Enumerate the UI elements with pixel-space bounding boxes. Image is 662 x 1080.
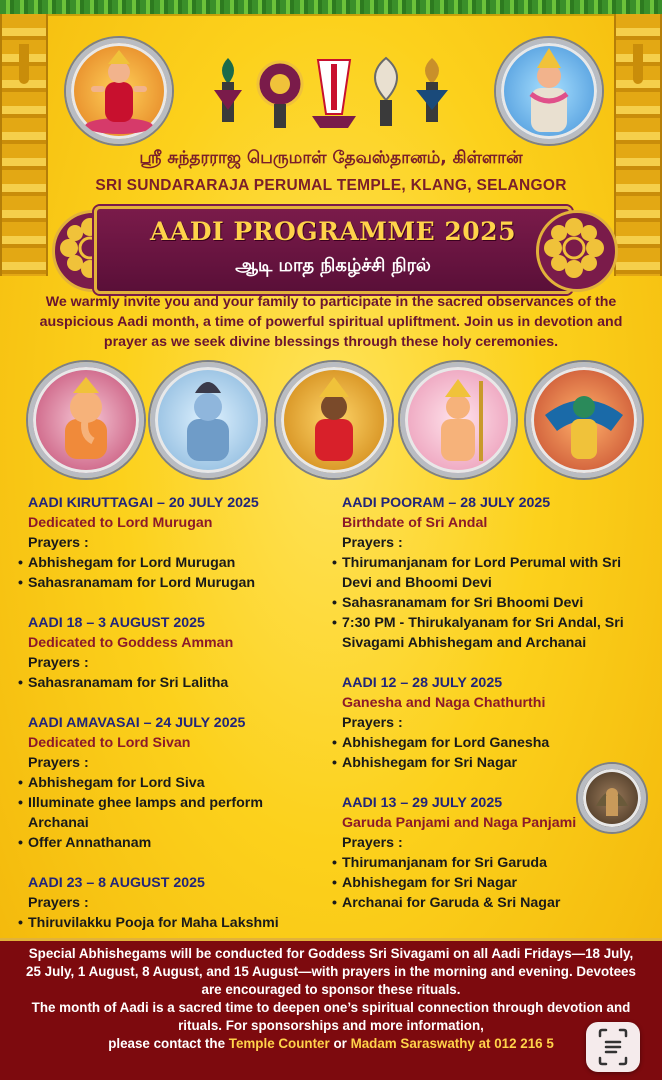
event-title: AADI 18 – 3 AUGUST 2025 bbox=[28, 615, 205, 631]
event-title: AADI 12 – 28 JULY 2025 bbox=[342, 675, 503, 691]
event-subtitle: Birthdate of Sri Andal bbox=[342, 515, 488, 531]
top-garland bbox=[0, 0, 662, 16]
event-subtitle: Ganesha and Naga Chathurthi bbox=[342, 695, 546, 711]
prayer-item: • Abhishegam for Lord Ganesha bbox=[332, 735, 550, 751]
nagar-deity-icon bbox=[578, 764, 646, 832]
event-subtitle: Dedicated to Lord Sivan bbox=[28, 735, 191, 751]
event-aadi-23 bbox=[18, 873, 320, 933]
temple-counter: Temple Counter bbox=[228, 1036, 330, 1051]
prayers-label: Prayers : bbox=[28, 755, 89, 771]
prayer-item: • Thirumanjanam for Lord Perumal with Sri Devi and Bhoomi Devi bbox=[332, 555, 622, 591]
prayers-label: Prayers : bbox=[28, 535, 89, 551]
footer-line-2: The month of Aadi is a sacred time to deepen one’s spiritual connection through devotion and rituals. For sponsorships and more information, bbox=[31, 1000, 631, 1033]
prayer-item: • Abhishegam for Lord Murugan bbox=[18, 555, 236, 571]
vaishnava-emblems-icon bbox=[204, 54, 458, 130]
prayer-item: • Thirumanjanam for Sri Garuda bbox=[332, 855, 547, 871]
right-pillar bbox=[614, 14, 662, 276]
event-aadi-amavasai bbox=[18, 713, 320, 853]
scan-text-button[interactable] bbox=[586, 1022, 640, 1072]
event-title: AADI 23 – 8 AUGUST 2025 bbox=[28, 875, 205, 891]
murugan-deity-icon bbox=[400, 362, 516, 478]
amman-deity-icon bbox=[276, 362, 392, 478]
lakshmi-deity-icon bbox=[66, 38, 172, 144]
event-aadi-kiruttagai bbox=[18, 493, 320, 593]
banner-title: AADI PROGRAMME 2025 bbox=[150, 217, 516, 246]
right-events-column bbox=[332, 493, 644, 933]
event-subtitle: Garuda Panjami and Naga Panjami bbox=[342, 815, 577, 831]
prayers-label: Prayers : bbox=[28, 655, 89, 671]
prayer-item: • Abhishegam for Sri Nagar bbox=[332, 875, 518, 891]
prayers-label: Prayers : bbox=[342, 715, 403, 731]
temple-name-tamil: ஸ்ரீ சுந்தரராஜ பெருமாள் தேவஸ்தானம், கிள்ளான் bbox=[139, 148, 523, 168]
event-title: AADI AMAVASAI – 24 JULY 2025 bbox=[28, 715, 246, 731]
temple-name-english: SRI SUNDARARAJA PERUMAL TEMPLE, KLANG, SELANGOR bbox=[95, 177, 567, 194]
prayer-item: • Abhishegam for Lord Siva bbox=[18, 775, 205, 791]
footer-line-1: Special Abhishegams will be conducted for Goddess Sri Sivagami on all Aadi Fridays—18 July, 25 July, 1 August, 8 August, and 15 August—with prayers in the morning and evening. Devotees are encouraged to sponsor these rituals. bbox=[26, 946, 636, 997]
banner-subtitle: ஆடி மாத நிகழ்ச்சி நிரல் bbox=[235, 255, 431, 276]
garuda-deity-icon bbox=[526, 362, 642, 478]
intro-paragraph: We warmly invite you and your family to participate in the sacred observances of the auspicious Aadi month, a time of powerful spiritual upliftment. Join us in devotion and prayer as we seek divine blessings through these holy ceremonies. bbox=[39, 294, 623, 350]
prayers-label: Prayers : bbox=[28, 895, 89, 911]
event-title: AADI 13 – 29 JULY 2025 bbox=[342, 795, 503, 811]
event-aadi-18 bbox=[18, 613, 320, 693]
prayer-item: • Sahasranamam for Lord Murugan bbox=[18, 575, 256, 591]
event-title: AADI POORAM – 28 JULY 2025 bbox=[342, 495, 551, 511]
prayer-item: • Abhishegam for Sri Nagar bbox=[332, 755, 518, 771]
programme-banner bbox=[94, 206, 572, 294]
event-subtitle: Dedicated to Goddess Amman bbox=[28, 635, 234, 651]
prayers-label: Prayers : bbox=[342, 835, 403, 851]
event-aadi-pooram bbox=[332, 493, 644, 653]
contact-person: Madam Saraswathy at 012 216 5 bbox=[350, 1036, 554, 1051]
prayer-item: • Illuminate ghee lamps and perform Archanai bbox=[18, 795, 263, 831]
event-aadi-12 bbox=[332, 673, 644, 773]
prayer-item: • Thiruvilakku Pooja for Maha Lakshmi bbox=[18, 915, 279, 931]
murugan-deity-icon bbox=[496, 38, 602, 144]
prayer-item: • Archanai for Garuda & Sri Nagar bbox=[332, 895, 561, 911]
scan-icon bbox=[586, 1022, 640, 1072]
prayer-item: • Sahasranamam for Sri Lalitha bbox=[18, 675, 229, 691]
ganesha-deity-icon bbox=[28, 362, 144, 478]
prayer-item: • Sahasranamam for Sri Bhoomi Devi bbox=[332, 595, 584, 611]
flower-medallion-icon bbox=[536, 210, 618, 292]
left-pillar bbox=[0, 14, 48, 276]
event-subtitle: Dedicated to Lord Murugan bbox=[28, 515, 213, 531]
footer-contact: please contact the Temple Counter or Madam Saraswathy at 012 216 5 bbox=[108, 1036, 554, 1051]
prayer-item: • 7:30 PM - Thirukalyanam for Sri Andal, Sri Sivagami Abhishegam and Archanai bbox=[332, 615, 624, 651]
left-events-column bbox=[18, 493, 320, 953]
prayers-label: Prayers : bbox=[342, 535, 403, 551]
prayer-item: • Offer Annathanam bbox=[18, 835, 152, 851]
event-title: AADI KIRUTTAGAI – 20 JULY 2025 bbox=[28, 495, 259, 511]
shiva-deity-icon bbox=[150, 362, 266, 478]
footer-notice bbox=[0, 938, 662, 1080]
